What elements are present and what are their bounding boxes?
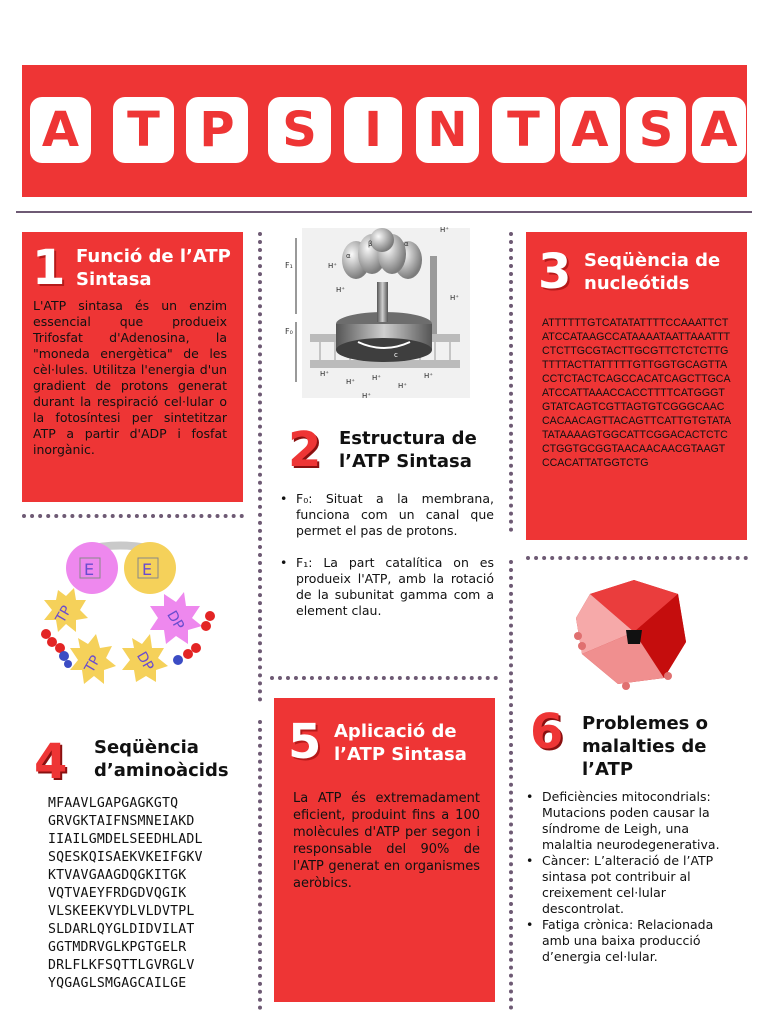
structure-bullet: • F₁: La part catalítica on es produeix l'ATP, amb la rotació de la subunitat gamma com a element clau. xyxy=(280,555,494,619)
dp-label: DP xyxy=(163,608,187,633)
beta-label: β xyxy=(368,240,373,248)
section-title: Funció de l’ATP Sintasa xyxy=(76,246,231,290)
proton-label: H⁺ xyxy=(398,382,407,390)
column-separator xyxy=(258,232,262,702)
alpha-label: α xyxy=(404,240,409,248)
section-number: 5 xyxy=(288,714,322,770)
amino-acid-line: SQESKQISAEKVKEIFGKV xyxy=(48,850,203,865)
proton-label: H⁺ xyxy=(336,286,345,294)
title-letter: I xyxy=(344,97,402,163)
c-label: c xyxy=(394,351,398,359)
dp-label: DP xyxy=(133,649,157,674)
title-letters xyxy=(22,97,747,167)
amino-acid-line: VQTVAEYFRDGDVQGIK xyxy=(48,886,187,901)
nucleotide-sequence: ATTTTTTGTCATATATTTTCCAAATTCTATCCATAAGCCATAAAATAATTAAATTTCTCTTGCGTACTTGCGTTCTCTCTTGTTTTACTTATTTTTGTTGGTGCAGTTACCTCTACTCAGCCACATCAGCTTGCAATCCATTAAACCACCTTTTCATGGGTGTATCAGTCGTTAGTGTCGGGCAACCACAACAGTTACAGTTCATTGTGTATATATAAAAGTGGCATTCGGACACTCTCCTGGTGCGGTAACAACAACGTAAGTCCACATTATGGTCTG xyxy=(542,317,732,469)
tp-label: TP xyxy=(52,603,76,626)
row-separator xyxy=(526,556,748,560)
header-divider xyxy=(16,211,752,213)
section-number: 4 xyxy=(34,734,68,790)
section-number: 3 xyxy=(538,244,572,300)
disease-bullet: • Deficiències mitocondrials: Mutacions poden causar la síndrome de Leigh, una malaltia neurodegenerativa. xyxy=(526,789,742,853)
f0-label: F₀ xyxy=(285,327,293,336)
binding-change-diagram xyxy=(24,530,244,708)
title-letter: T xyxy=(113,97,174,163)
section-number: 6 xyxy=(530,704,564,760)
e-label: E xyxy=(142,560,153,579)
tp-label: TP xyxy=(81,652,105,676)
column-separator xyxy=(509,560,513,1010)
proton-label: H⁺ xyxy=(372,374,381,382)
amino-acid-line: GRVGKTAIFNSMNEIAKD xyxy=(48,814,195,829)
title-letter: S xyxy=(268,97,331,163)
section-title: Aplicació de l’ATP Sintasa xyxy=(334,721,467,765)
section-title: Estructura de l’ATP Sintasa xyxy=(339,428,477,472)
title-letter: A xyxy=(560,97,620,163)
proton-label: H⁺ xyxy=(450,294,459,302)
title-letter: A xyxy=(692,97,746,163)
amino-acid-line: KTVAVGAAGDQGKITGK xyxy=(48,868,187,883)
section-body: La ATP és extremadament eficient, produint fins a 100 molècules d'ATP per segon i responsable del 90% de l'ATP generat en organismes aeròbics. xyxy=(293,791,480,891)
amino-acid-line: DRLFLKFSQTTLGVRGLV xyxy=(48,958,195,973)
amino-acid-sequence xyxy=(48,795,248,993)
e-label: E xyxy=(84,560,95,579)
amino-acid-line: VLSKEEKVYDLVLDVTPL xyxy=(48,904,195,919)
title-letter: S xyxy=(626,97,686,163)
alpha-label: α xyxy=(346,252,351,260)
section-function xyxy=(22,232,243,502)
amino-acid-line: GGTMDRVGLKPGTGELR xyxy=(48,940,187,955)
proton-label: H⁺ xyxy=(440,226,449,234)
f1-label: F₁ xyxy=(285,261,293,270)
column-separator xyxy=(509,232,513,532)
proton-label: H⁺ xyxy=(424,372,433,380)
proton-label: H⁺ xyxy=(320,370,329,378)
rotor-model-illustration xyxy=(568,572,698,692)
row-separator xyxy=(22,514,244,518)
proton-label: H⁺ xyxy=(346,378,355,386)
section-number: 2 xyxy=(288,422,322,478)
disease-bullet: • Fatiga crònica: Relacionada amb una baixa producció d’energia cel·lular. xyxy=(526,917,742,965)
structure-bullet: • F₀: Situat a la membrana, funciona com un canal que permet el pas de protons. xyxy=(280,491,494,539)
title-letter: A xyxy=(30,97,91,163)
amino-acid-line: SLDARLQYGLDIDVILAT xyxy=(48,922,195,937)
column-separator xyxy=(258,720,262,1010)
amino-acid-line: YQGAGLSMGAGCAILGE xyxy=(48,976,187,991)
section-title: Problemes o malalties de l’ATP xyxy=(582,713,709,780)
atp-synthase-structure-diagram xyxy=(280,222,490,404)
amino-acid-line: IIAILGMDELSEEDHLADL xyxy=(48,832,203,847)
section-title: Seqüència de nucleótids xyxy=(584,250,721,294)
title-letter: T xyxy=(492,97,555,163)
proton-label: H⁺ xyxy=(362,392,371,400)
section-body: L'ATP sintasa és un enzim essencial que produeix Trifosfat d'Adenosina, la "moneda energètica" de les cèl·lules. Utilitza l'energia d'un gradient de protons generat durant la respiració cel·lular o la fotosíntesi per sintetitzar ATP a partir d'ADP i fosfat inorgànic. xyxy=(33,298,227,457)
section-nucleotides xyxy=(526,232,747,540)
section-title: Seqüència d’aminoàcids xyxy=(94,737,229,781)
row-separator xyxy=(270,676,498,680)
title-letter: N xyxy=(416,97,479,163)
diseases-bullet-list xyxy=(526,789,742,965)
structure-bullet-list xyxy=(280,491,494,635)
section-application xyxy=(274,698,495,1002)
section-number: 1 xyxy=(32,240,66,296)
title-banner xyxy=(22,65,747,197)
amino-acid-line: MFAAVLGAPGAGKGTQ xyxy=(48,796,179,811)
proton-label: H⁺ xyxy=(328,262,337,270)
disease-bullet: • Càncer: L’alteració de l’ATP sintasa pot contribuir al creixement cel·lular descontrolat. xyxy=(526,853,742,917)
title-letter: P xyxy=(186,97,248,163)
